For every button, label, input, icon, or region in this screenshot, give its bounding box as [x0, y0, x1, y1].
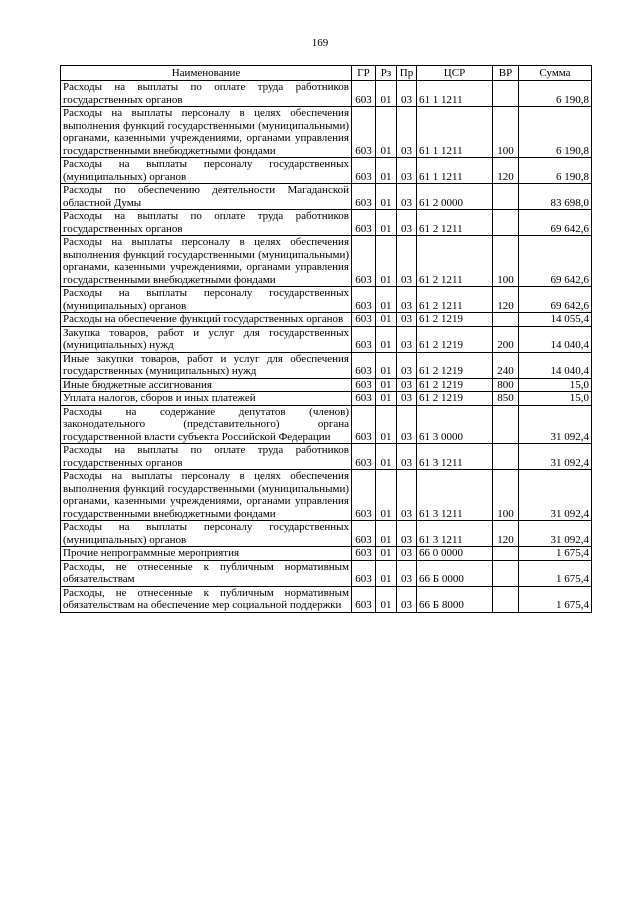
header-vr: ВР: [493, 66, 519, 81]
cell-pr: 03: [397, 326, 417, 352]
cell-vr: 120: [493, 158, 519, 184]
table-row: [61, 326, 592, 352]
cell-gr: 603: [352, 547, 376, 561]
cell-vr: [493, 81, 519, 107]
cell-pr: 03: [397, 444, 417, 470]
cell-sum: 15,0: [519, 378, 592, 392]
cell-pr: 03: [397, 547, 417, 561]
cell-csr: 66 0 0000: [417, 547, 493, 561]
cell-vr: 850: [493, 392, 519, 406]
cell-vr: [493, 210, 519, 236]
cell-pr: 03: [397, 378, 417, 392]
cell-rz: 01: [376, 560, 397, 586]
cell-gr: 603: [352, 81, 376, 107]
table-header-row: [61, 66, 592, 81]
cell-gr: 603: [352, 560, 376, 586]
cell-pr: 03: [397, 107, 417, 158]
cell-rz: 01: [376, 184, 397, 210]
cell-name: Расходы по обеспечению деятельности Магаданской областной Думы: [61, 184, 352, 210]
cell-pr: 03: [397, 210, 417, 236]
cell-csr: 61 2 1211: [417, 287, 493, 313]
table-row: [61, 586, 592, 612]
cell-pr: 03: [397, 81, 417, 107]
cell-vr: 100: [493, 107, 519, 158]
cell-sum: 31 092,4: [519, 405, 592, 444]
cell-gr: 603: [352, 107, 376, 158]
cell-name: Расходы на выплаты персоналу государственных (муниципальных) органов: [61, 521, 352, 547]
cell-name: Расходы на выплаты персоналу в целях обеспечения выполнения функций государственными (муниципальными) органами, казенными учреждениями, органами управления государственными внебюджетными фондами: [61, 107, 352, 158]
cell-sum: 83 698,0: [519, 184, 592, 210]
cell-name: Закупка товаров, работ и услуг для государственных (муниципальных) нужд: [61, 326, 352, 352]
cell-name: Расходы, не отнесенные к публичным нормативным обязательствам: [61, 560, 352, 586]
cell-csr: 61 3 1211: [417, 444, 493, 470]
cell-csr: 61 2 1219: [417, 313, 493, 327]
table-row: [61, 444, 592, 470]
cell-sum: 14 040,4: [519, 326, 592, 352]
cell-rz: 01: [376, 547, 397, 561]
cell-sum: 31 092,4: [519, 470, 592, 521]
header-rz: Рз: [376, 66, 397, 81]
cell-rz: 01: [376, 81, 397, 107]
cell-vr: 100: [493, 470, 519, 521]
table-row: [61, 184, 592, 210]
cell-pr: 03: [397, 560, 417, 586]
cell-pr: 03: [397, 405, 417, 444]
cell-name: Расходы на выплаты персоналу государственных (муниципальных) органов: [61, 158, 352, 184]
cell-name: Прочие непрограммные мероприятия: [61, 547, 352, 561]
cell-sum: 14 055,4: [519, 313, 592, 327]
cell-csr: 66 Б 8000: [417, 586, 493, 612]
table-row: [61, 547, 592, 561]
cell-pr: 03: [397, 184, 417, 210]
cell-rz: 01: [376, 158, 397, 184]
cell-vr: 800: [493, 378, 519, 392]
cell-name: Расходы, не отнесенные к публичным нормативным обязательствам на обеспечение мер социальной поддержки: [61, 586, 352, 612]
cell-rz: 01: [376, 326, 397, 352]
cell-vr: [493, 560, 519, 586]
table-row: [61, 236, 592, 287]
cell-vr: 100: [493, 236, 519, 287]
header-name: Наименование: [61, 66, 352, 81]
cell-gr: 603: [352, 378, 376, 392]
cell-vr: [493, 547, 519, 561]
budget-table: [60, 65, 592, 613]
cell-name: Расходы на обеспечение функций государственных органов: [61, 313, 352, 327]
cell-gr: 603: [352, 184, 376, 210]
cell-pr: 03: [397, 287, 417, 313]
cell-rz: 01: [376, 378, 397, 392]
cell-csr: 61 1 1211: [417, 81, 493, 107]
cell-gr: 603: [352, 158, 376, 184]
cell-gr: 603: [352, 287, 376, 313]
cell-name: Иные закупки товаров, работ и услуг для обеспечения государственных (муниципальных) нужд: [61, 352, 352, 378]
cell-rz: 01: [376, 236, 397, 287]
cell-pr: 03: [397, 392, 417, 406]
table-row: [61, 405, 592, 444]
cell-csr: 61 3 1211: [417, 521, 493, 547]
cell-rz: 01: [376, 107, 397, 158]
cell-pr: 03: [397, 521, 417, 547]
cell-pr: 03: [397, 586, 417, 612]
cell-vr: 120: [493, 287, 519, 313]
cell-name: Расходы на выплаты персоналу государственных (муниципальных) органов: [61, 287, 352, 313]
cell-name: Расходы на содержание депутатов (членов) законодательного (представительного) органа государственной власти субъекта Российской Федерации: [61, 405, 352, 444]
cell-csr: 61 2 1211: [417, 210, 493, 236]
cell-csr: 61 2 0000: [417, 184, 493, 210]
cell-vr: [493, 405, 519, 444]
cell-gr: 603: [352, 586, 376, 612]
table-row: [61, 107, 592, 158]
cell-gr: 603: [352, 236, 376, 287]
cell-csr: 66 Б 0000: [417, 560, 493, 586]
cell-rz: 01: [376, 405, 397, 444]
cell-gr: 603: [352, 313, 376, 327]
cell-name: Уплата налогов, сборов и иных платежей: [61, 392, 352, 406]
table-row: [61, 521, 592, 547]
cell-sum: 31 092,4: [519, 444, 592, 470]
cell-vr: [493, 313, 519, 327]
header-sum: Сумма: [519, 66, 592, 81]
cell-rz: 01: [376, 444, 397, 470]
cell-csr: 61 2 1219: [417, 326, 493, 352]
cell-sum: 6 190,8: [519, 158, 592, 184]
table-row: [61, 378, 592, 392]
cell-name: Расходы на выплаты по оплате труда работников государственных органов: [61, 210, 352, 236]
cell-gr: 603: [352, 521, 376, 547]
cell-rz: 01: [376, 352, 397, 378]
cell-csr: 61 3 0000: [417, 405, 493, 444]
cell-csr: 61 1 1211: [417, 107, 493, 158]
cell-pr: 03: [397, 352, 417, 378]
cell-pr: 03: [397, 313, 417, 327]
cell-gr: 603: [352, 210, 376, 236]
cell-csr: 61 2 1219: [417, 392, 493, 406]
cell-vr: [493, 586, 519, 612]
cell-sum: 69 642,6: [519, 287, 592, 313]
cell-name: Расходы на выплаты по оплате труда работников государственных органов: [61, 81, 352, 107]
cell-csr: 61 3 1211: [417, 470, 493, 521]
cell-gr: 603: [352, 352, 376, 378]
cell-gr: 603: [352, 405, 376, 444]
table-row: [61, 352, 592, 378]
cell-rz: 01: [376, 470, 397, 521]
cell-sum: 14 040,4: [519, 352, 592, 378]
cell-sum: 15,0: [519, 392, 592, 406]
cell-pr: 03: [397, 158, 417, 184]
cell-csr: 61 1 1211: [417, 158, 493, 184]
cell-vr: 120: [493, 521, 519, 547]
cell-vr: 240: [493, 352, 519, 378]
header-gr: ГР: [352, 66, 376, 81]
table-row: [61, 287, 592, 313]
cell-sum: 1 675,4: [519, 586, 592, 612]
table-row: [61, 560, 592, 586]
cell-gr: 603: [352, 444, 376, 470]
cell-name: Расходы на выплаты по оплате труда работников государственных органов: [61, 444, 352, 470]
cell-vr: 200: [493, 326, 519, 352]
cell-sum: 1 675,4: [519, 547, 592, 561]
cell-sum: 1 675,4: [519, 560, 592, 586]
table-row: [61, 470, 592, 521]
cell-sum: 31 092,4: [519, 521, 592, 547]
cell-name: Иные бюджетные ассигнования: [61, 378, 352, 392]
table-row: [61, 158, 592, 184]
cell-name: Расходы на выплаты персоналу в целях обеспечения выполнения функций государственными (муниципальными) органами, казенными учреждениями, органами управления государственными внебюджетными фондами: [61, 236, 352, 287]
table-row: [61, 210, 592, 236]
cell-sum: 69 642,6: [519, 236, 592, 287]
cell-gr: 603: [352, 470, 376, 521]
cell-gr: 603: [352, 392, 376, 406]
table-row: [61, 313, 592, 327]
cell-rz: 01: [376, 521, 397, 547]
cell-csr: 61 2 1219: [417, 378, 493, 392]
header-pr: Пр: [397, 66, 417, 81]
cell-pr: 03: [397, 236, 417, 287]
cell-rz: 01: [376, 287, 397, 313]
cell-vr: [493, 444, 519, 470]
cell-gr: 603: [352, 326, 376, 352]
cell-rz: 01: [376, 210, 397, 236]
cell-sum: 69 642,6: [519, 210, 592, 236]
cell-rz: 01: [376, 586, 397, 612]
cell-name: Расходы на выплаты персоналу в целях обеспечения выполнения функций государственными (муниципальными) органами, казенными учреждениями, органами управления государственными внебюджетными фондами: [61, 470, 352, 521]
cell-sum: 6 190,8: [519, 107, 592, 158]
cell-rz: 01: [376, 392, 397, 406]
table-row: [61, 81, 592, 107]
table-row: [61, 392, 592, 406]
cell-vr: [493, 184, 519, 210]
header-csr: ЦСР: [417, 66, 493, 81]
cell-pr: 03: [397, 470, 417, 521]
cell-rz: 01: [376, 313, 397, 327]
cell-csr: 61 2 1211: [417, 236, 493, 287]
cell-sum: 6 190,8: [519, 81, 592, 107]
cell-csr: 61 2 1219: [417, 352, 493, 378]
page-number: 169: [311, 37, 329, 49]
